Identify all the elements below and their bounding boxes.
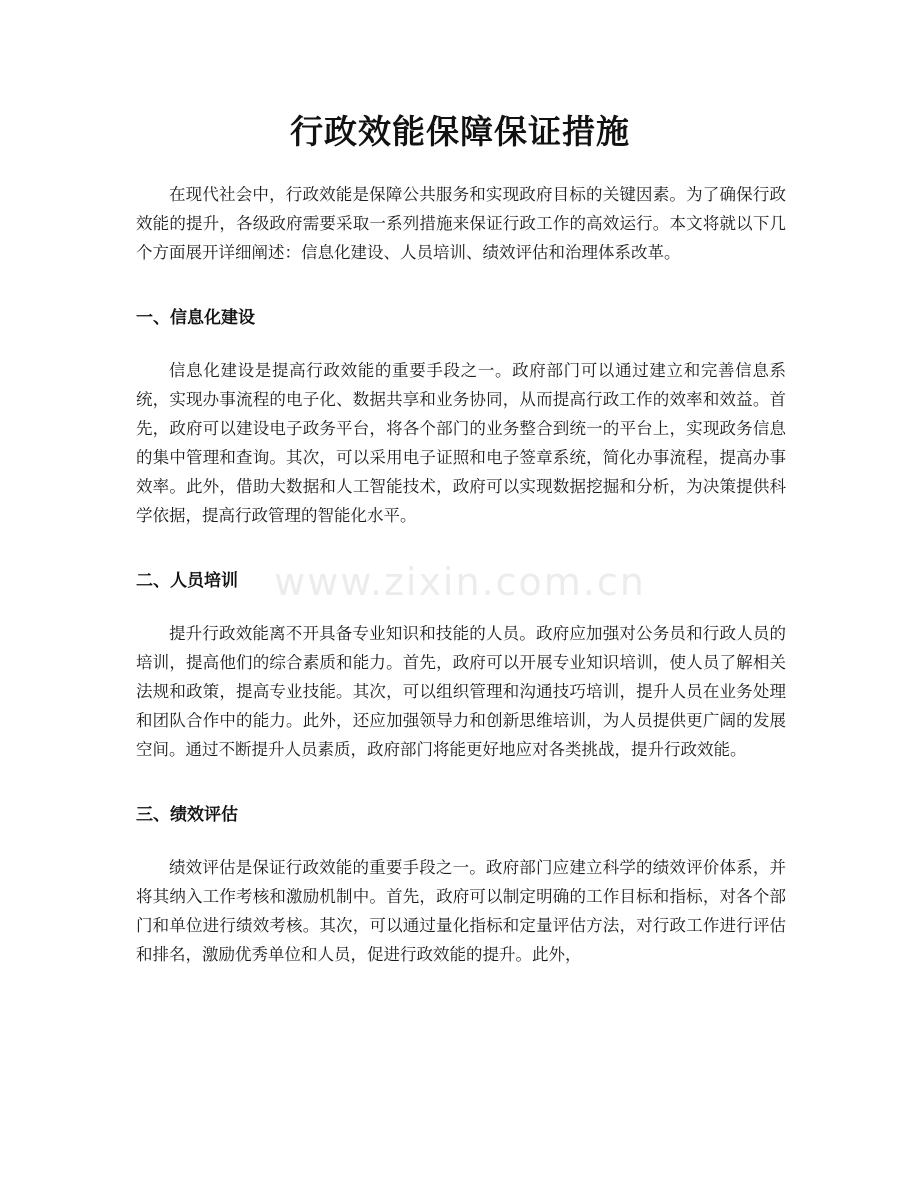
document-body	[136, 180, 786, 969]
section-heading-1: 一、信息化建设	[136, 308, 255, 328]
watermark: www.zixin.com.cn	[274, 560, 646, 604]
section-paragraph-2: 提升行政效能离不开具备专业知识和技能的人员。政府应加强对公务员和行政人员的培训，提高他们的综合素质和能力。首先，政府可以开展专业知识培训，使人员了解相关法规和政策，提高专业技能。其次，可以组织管理和沟通技巧培训，提升人员在业务处理和团队合作中的能力。此外，还应加强领导力和创新思维培训，为人员提供更广阔的发展空间。通过不断提升人员素质，政府部门将能更好地应对各类挑战，提升行政效能。	[136, 624, 786, 759]
section-heading-3: 三、绩效评估	[136, 805, 238, 825]
section-heading-2: 二、人员培训	[136, 571, 238, 591]
section-paragraph-3: 绩效评估是保证行政效能的重要手段之一。政府部门应建立科学的绩效评价体系，并将其纳入工作考核和激励机制中。首先，政府可以制定明确的工作目标和指标，对各个部门和单位进行绩效考核。其次，可以通过量化指标和定量评估方法，对行政工作进行评估和排名，激励优秀单位和人员，促进行政效能的提升。此外，	[136, 858, 786, 964]
intro-paragraph: 在现代社会中，行政效能是保障公共服务和实现政府目标的关键因素。为了确保行政效能的提升，各级政府需要采取一系列措施来保证行政工作的高效运行。本文将就以下几个方面展开详细阐述：信息化建设、人员培训、绩效评估和治理体系改革。	[136, 185, 786, 262]
section-paragraph-1: 信息化建设是提高行政效能的重要手段之一。政府部门可以通过建立和完善信息系统，实现办事流程的电子化、数据共享和业务协同，从而提高行政工作的效率和效益。首先，政府可以建设电子政务平台，将各个部门的业务整合到统一的平台上，实现政务信息的集中管理和查询。其次，可以采用电子证照和电子签章系统，简化办事流程，提高办事效率。此外，借助大数据和人工智能技术，政府可以实现数据挖掘和分析，为决策提供科学依据，提高行政管理的智能化水平。	[136, 361, 786, 525]
document-title: 行政效能保障保证措施	[290, 112, 630, 151]
